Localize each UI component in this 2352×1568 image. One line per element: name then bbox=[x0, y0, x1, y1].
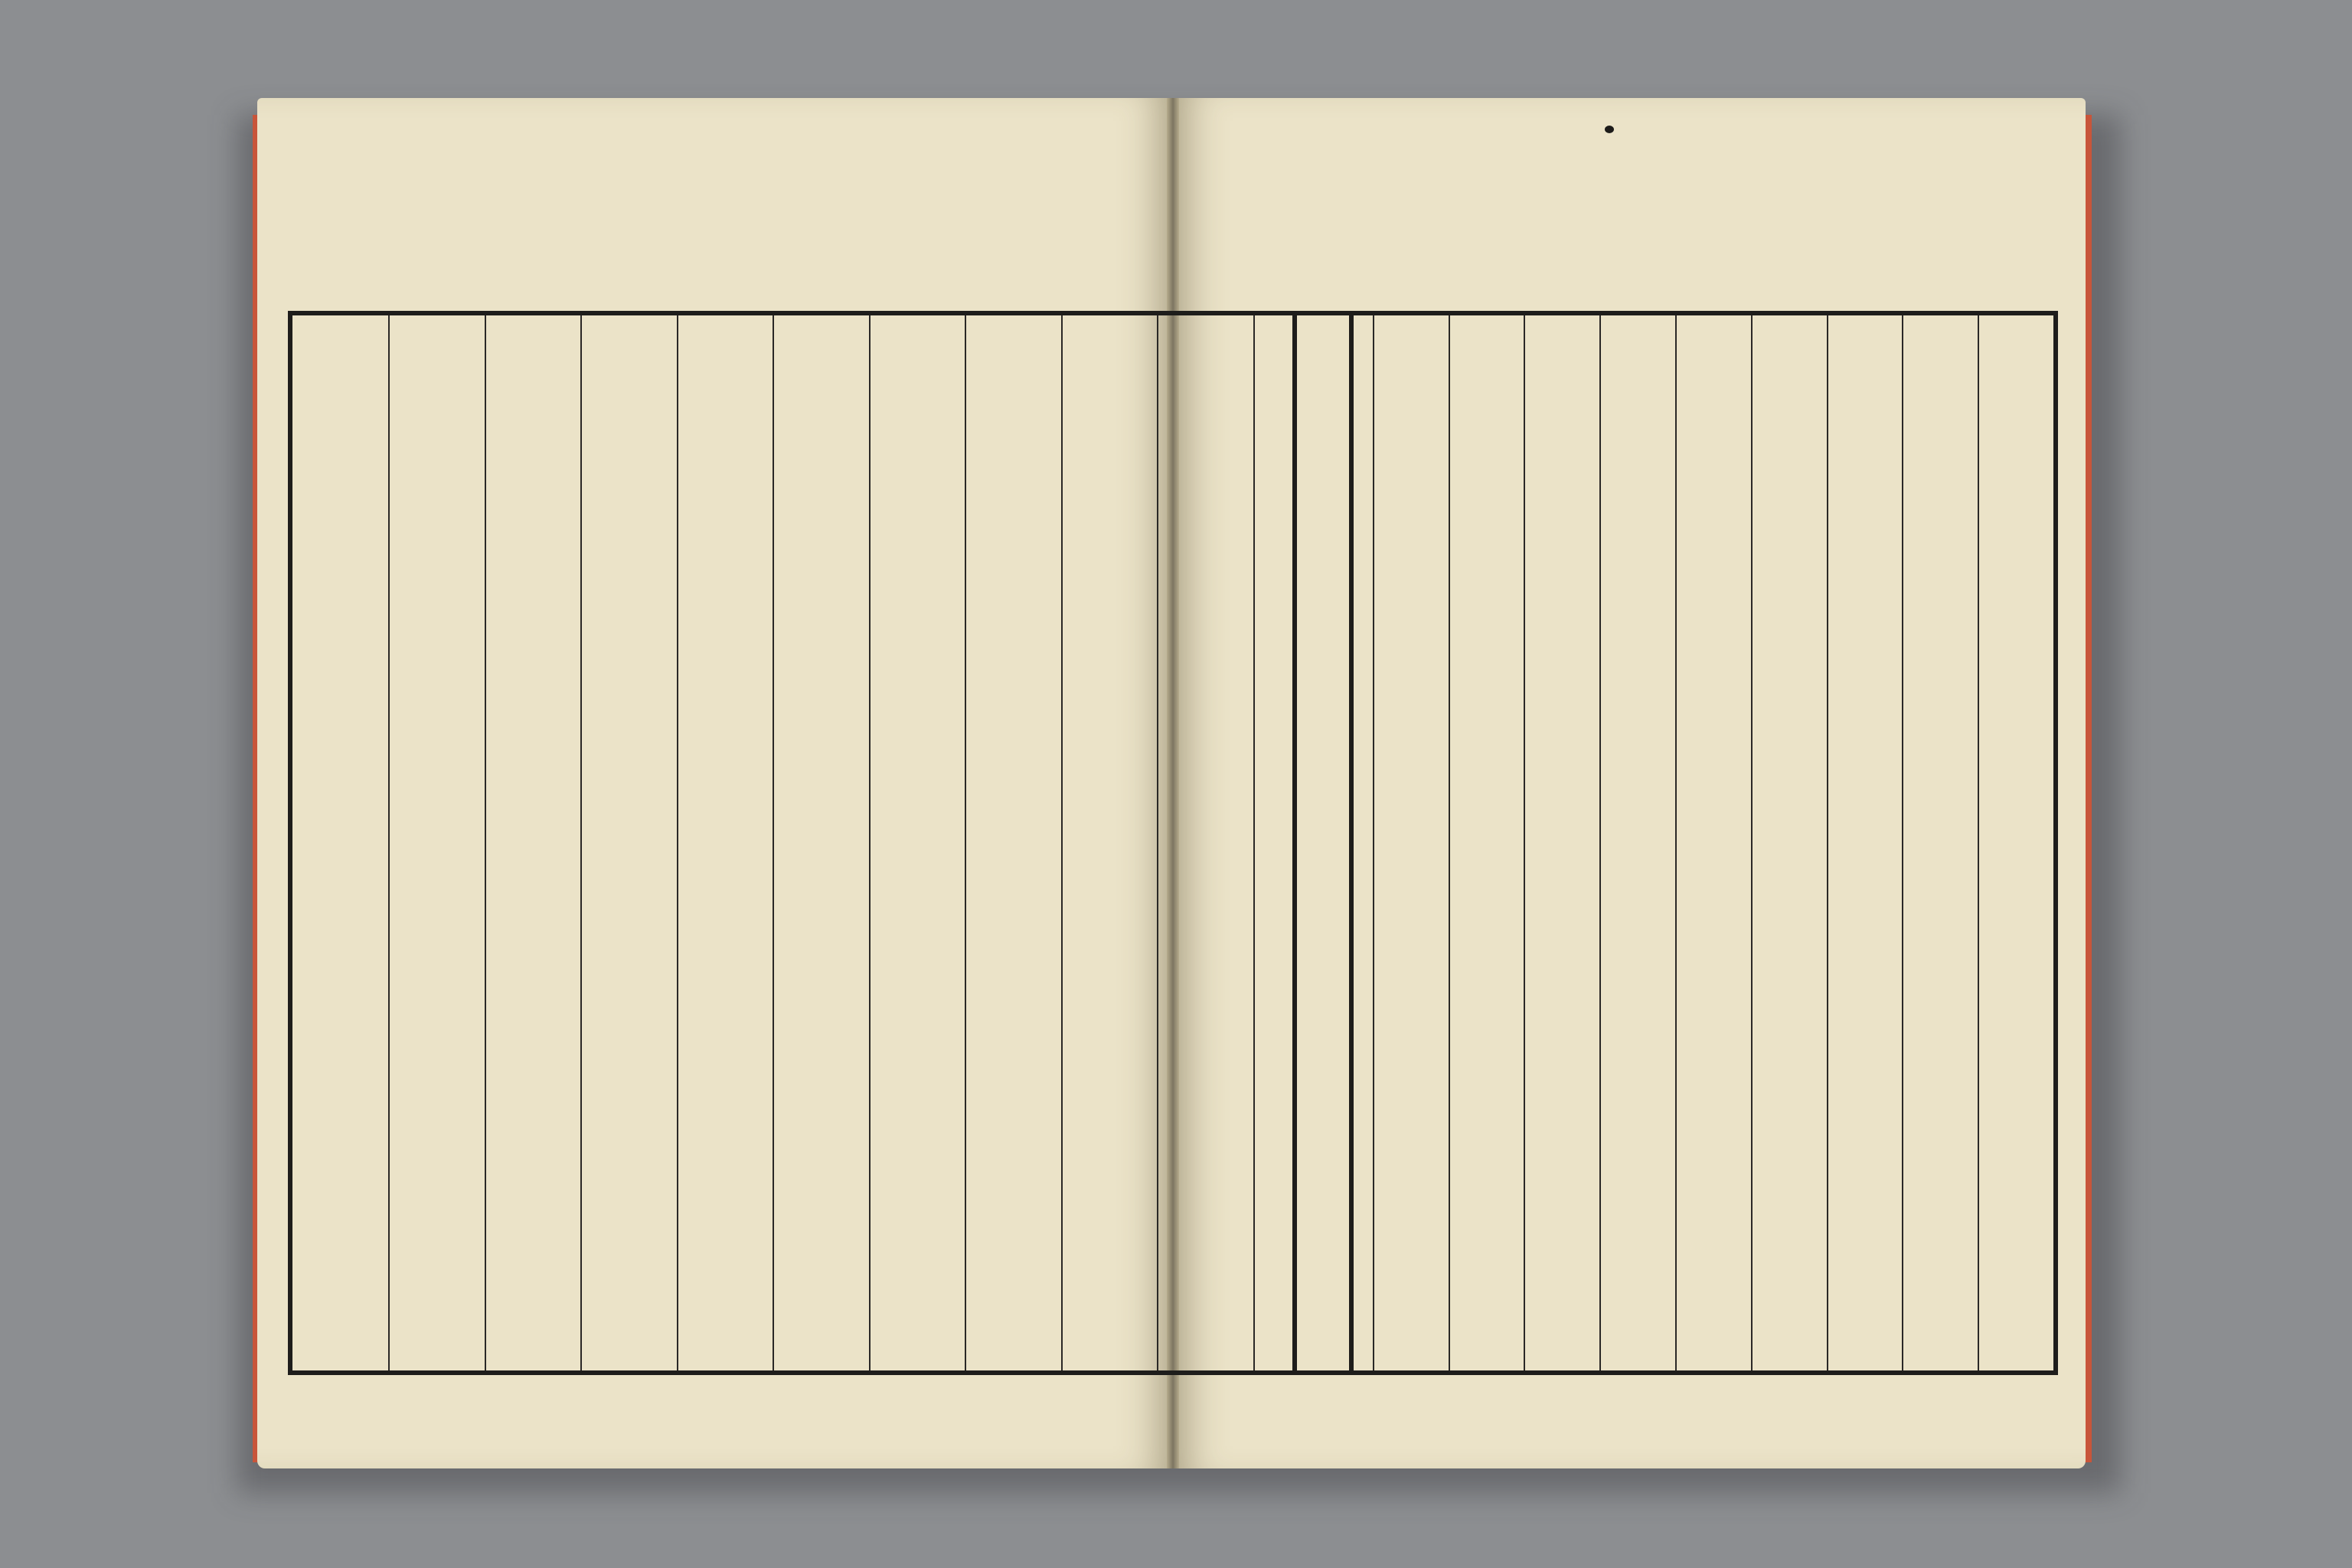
left-text-frame bbox=[288, 311, 1354, 1375]
right-column-rule bbox=[1675, 315, 1677, 1370]
left-column-rule bbox=[1157, 315, 1158, 1370]
right-column-rule bbox=[1751, 315, 1753, 1370]
left-column-rule bbox=[869, 315, 871, 1370]
left-column-rule bbox=[388, 315, 390, 1370]
right-column-rule bbox=[1978, 315, 1979, 1370]
left-column-rule bbox=[1253, 315, 1255, 1370]
right-column-rule bbox=[1827, 315, 1828, 1370]
right-column-rule bbox=[1449, 315, 1450, 1370]
left-column-rule bbox=[1061, 315, 1063, 1370]
right-column-rule bbox=[1524, 315, 1525, 1370]
right-text-frame bbox=[1292, 311, 2058, 1375]
left-column-rule bbox=[677, 315, 678, 1370]
left-column-rule bbox=[965, 315, 966, 1370]
left-column-rule bbox=[773, 315, 774, 1370]
right-column-rule bbox=[1373, 315, 1374, 1370]
left-column-rule bbox=[485, 315, 486, 1370]
left-column-rule bbox=[580, 315, 582, 1370]
right-column-rule bbox=[1902, 315, 1903, 1370]
right-column-rule bbox=[1599, 315, 1601, 1370]
ink-mark bbox=[1605, 126, 1614, 133]
